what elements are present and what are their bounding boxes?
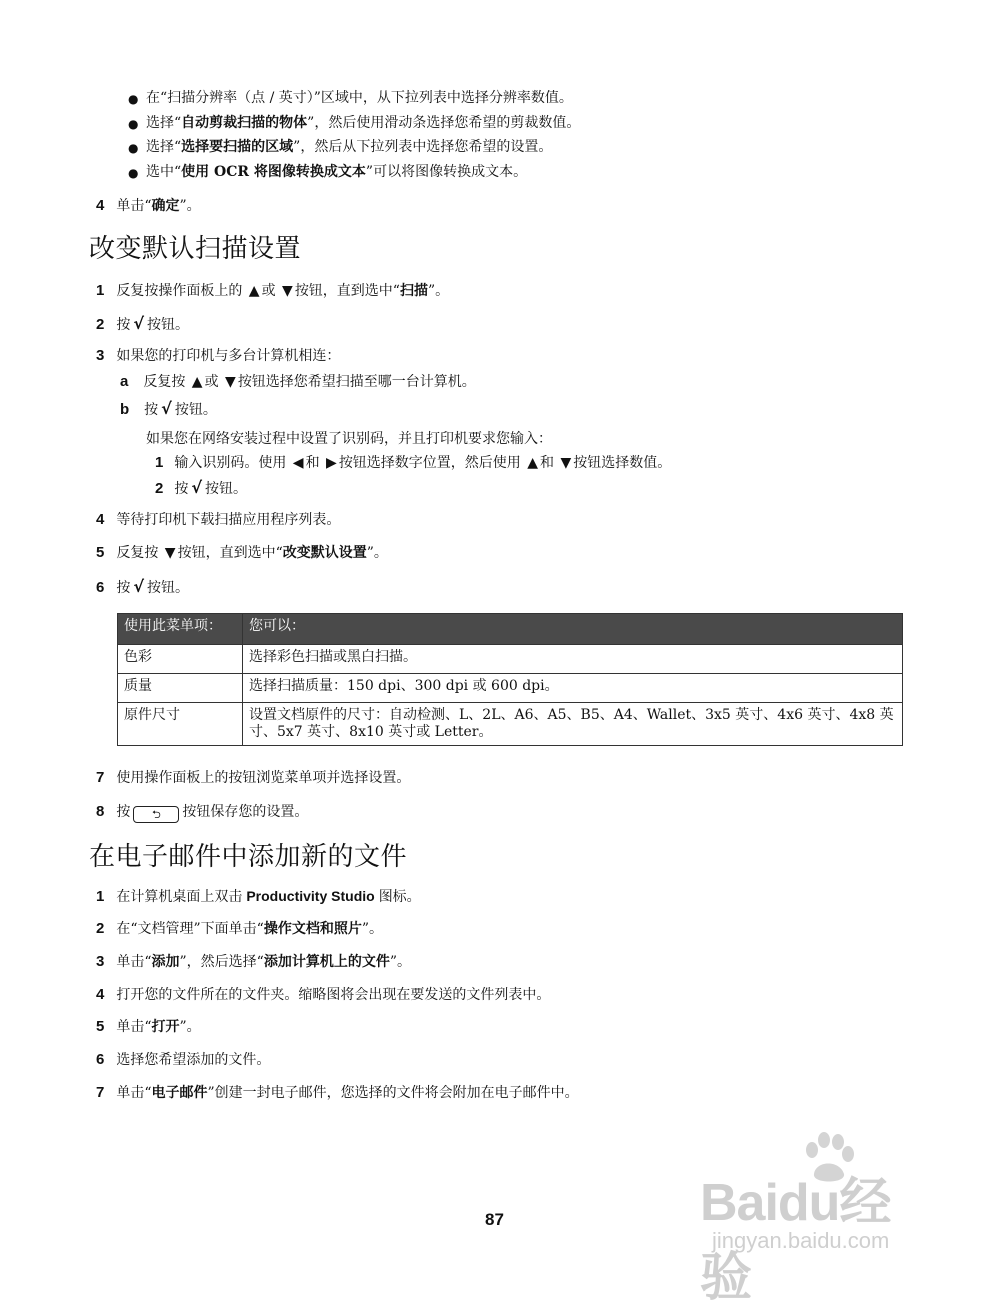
step-4	[96, 510, 340, 530]
bullet-bold: 选择要扫描的区域	[181, 139, 294, 155]
step-3	[96, 346, 340, 366]
bullet-bold: 使用 OCR 将图像转换成文本	[181, 164, 366, 180]
step-bold: 操作文档和照片	[263, 921, 362, 937]
step-bold: 确定	[151, 198, 180, 214]
step-text: 单击“	[116, 954, 152, 970]
bullet-item-ocr	[146, 162, 527, 182]
table-header-row	[118, 614, 903, 645]
step-7	[96, 1083, 579, 1103]
step-text: ”。	[366, 545, 388, 561]
table-cell: 原件尺寸	[118, 703, 243, 746]
step-3-note: 如果您在网络安装过程中设置了识别码，并且打印机要求您输入：	[146, 431, 552, 447]
up-arrow-icon: ▲	[248, 283, 260, 299]
step-text: 反复按	[116, 545, 159, 561]
step-text: 等待打印机下载扫描应用程序列表。	[116, 512, 341, 528]
bullet-text: ”可以将图像转换成文本。	[365, 164, 528, 180]
step-number: 7	[96, 1084, 105, 1101]
left-arrow-icon: ◀	[292, 455, 304, 471]
table-row	[118, 703, 903, 746]
step-8	[96, 802, 308, 822]
step-6	[96, 1050, 270, 1070]
bullet-item-area	[146, 137, 552, 157]
step-number: 4	[96, 197, 105, 214]
step-number: 2	[155, 480, 164, 497]
step-5	[96, 1017, 201, 1037]
step-number: 1	[96, 888, 105, 905]
table-header-cell: 使用此菜单项：	[118, 614, 243, 645]
step-text: 在计算机桌面上双击	[116, 889, 243, 905]
step-text: 或	[204, 374, 219, 390]
step-text: 按钮。	[147, 317, 190, 333]
table-header-cell: 您可以：	[243, 614, 903, 645]
step-number: 3	[96, 953, 105, 970]
step-3	[96, 952, 411, 972]
step-text: 按钮。	[205, 481, 248, 497]
step-3-sub1	[155, 453, 671, 473]
bullet-item-autocrop	[146, 113, 580, 133]
table-cell: 选择彩色扫描或黑白扫描。	[243, 645, 903, 674]
step-text: 反复按操作面板上的	[116, 283, 243, 299]
step-bold: 扫描	[399, 283, 428, 299]
table-cell: 色彩	[118, 645, 243, 674]
substep-letter: b	[120, 401, 130, 418]
step-text: ”。	[179, 198, 201, 214]
step-text: 单击“	[116, 1085, 152, 1101]
step-text: 按钮，直到选中“	[294, 283, 400, 299]
bullet-bold: 自动剪裁扫描的物体	[181, 115, 308, 131]
step-text: 输入识别码。使用	[174, 455, 287, 471]
step-number: 7	[96, 769, 105, 786]
step-text: 使用操作面板上的按钮浏览菜单项并选择设置。	[116, 770, 411, 786]
step-text: 或	[261, 283, 276, 299]
bullet-dot: ●	[128, 92, 139, 106]
step-number: 3	[96, 347, 105, 364]
step-text: 按钮选择您希望扫描至哪一台计算机。	[237, 374, 476, 390]
step-text: 图标。	[378, 889, 421, 905]
step-text: ”。	[179, 1019, 201, 1035]
step-6	[96, 577, 189, 597]
step-number: 2	[96, 920, 105, 937]
step-text: 在“文档管理”下面单击“	[116, 921, 264, 937]
step-bold: 电子邮件	[151, 1085, 208, 1101]
step-text: 按	[116, 804, 131, 820]
step-text: 按钮。	[147, 580, 190, 596]
step-text: 按	[174, 481, 189, 497]
back-button-icon: ⮌	[133, 806, 179, 823]
bullet-dot: ●	[128, 141, 139, 155]
step-text: 和	[540, 455, 555, 471]
table-cell: 设置文档原件的尺寸：自动检测、L、2L、A6、A5、B5、A4、Wallet、3x5 英寸、4x6 英寸、4x8 英寸、5x7 英寸、8x10 英寸或 Letter。	[243, 703, 903, 746]
step-number: 5	[96, 1018, 105, 1035]
step-text: 单击“	[116, 198, 152, 214]
step-number: 1	[155, 454, 164, 471]
table-cell: 选择扫描质量：150 dpi、300 dpi 或 600 dpi。	[243, 674, 903, 703]
down-arrow-icon: ▼	[560, 455, 572, 471]
step-1	[96, 281, 449, 301]
step-3b	[120, 399, 217, 419]
step-text: 单击“	[116, 1019, 152, 1035]
step-bold: 改变默认设置	[282, 545, 367, 561]
table-row	[118, 674, 903, 703]
step-text: 和	[305, 455, 320, 471]
step-2	[96, 919, 383, 939]
step-text: 反复按	[143, 374, 186, 390]
step-text: 如果您的打印机与多台计算机相连：	[116, 348, 341, 364]
step-text: 按	[116, 580, 131, 596]
bullet-text: 在“扫描分辨率（点 / 英寸）”区域中，从下拉列表中选择分辨率数值。	[146, 90, 573, 106]
step-2	[96, 314, 189, 334]
step-text: 按钮选择数字位置，然后使用	[338, 455, 521, 471]
down-arrow-icon: ▼	[164, 545, 176, 561]
step-bold: 添加计算机上的文件	[263, 954, 390, 970]
step-text: 按钮，直到选中“	[177, 545, 283, 561]
step-text: 按	[116, 317, 131, 333]
step-text: 按钮保存您的设置。	[182, 804, 309, 820]
down-arrow-icon: ▼	[282, 283, 293, 299]
checkmark-icon: √	[133, 577, 145, 596]
watermark-url: jingyan.baidu.com	[712, 1228, 890, 1253]
section-title-default-scan: 改变默认扫描设置	[89, 234, 302, 264]
step-text: ”，然后选择“	[179, 954, 264, 970]
bullet-dot: ●	[128, 117, 139, 131]
checkmark-icon: √	[191, 478, 203, 497]
substep-letter: a	[120, 373, 129, 390]
table-cell: 质量	[118, 674, 243, 703]
step-text: ”。	[361, 921, 383, 937]
step-4	[96, 985, 550, 1005]
up-arrow-icon: ▲	[527, 455, 539, 471]
step-number: 5	[96, 544, 105, 561]
step-1	[96, 886, 421, 906]
checkmark-icon: √	[133, 314, 145, 333]
up-arrow-icon: ▲	[191, 374, 203, 390]
step-bold: 添加	[151, 954, 180, 970]
section-title-add-file-email: 在电子邮件中添加新的文件	[89, 842, 408, 872]
step-number: 6	[96, 579, 105, 596]
baidu-watermark	[700, 1130, 940, 1307]
bullet-text: ”，然后从下拉列表中选择您希望的设置。	[293, 139, 553, 155]
step-number: 8	[96, 803, 105, 820]
step-text: ”。	[427, 283, 450, 299]
step-ok	[96, 196, 201, 216]
step-text: 按	[144, 402, 159, 418]
bullet-text: ”，然后使用滑动条选择您希望的剪裁数值。	[307, 115, 581, 131]
table-row	[118, 645, 903, 674]
step-number: 1	[96, 282, 105, 299]
step-text: ”。	[389, 954, 412, 970]
step-number: 4	[96, 986, 105, 1003]
step-text: 打开您的文件所在的文件夹。缩略图将会出现在要发送的文件列表中。	[116, 987, 551, 1003]
bullet-item-resolution	[146, 88, 573, 108]
bullet-dot: ●	[128, 166, 139, 180]
step-text: ”创建一封电子邮件，您选择的文件将会附加在电子邮件中。	[207, 1085, 579, 1101]
step-number: 4	[96, 511, 105, 528]
step-3-sub2	[155, 478, 247, 498]
down-arrow-icon: ▼	[225, 374, 236, 390]
step-text: 选择您希望添加的文件。	[116, 1052, 271, 1068]
bullet-text: 选择“	[146, 115, 182, 131]
right-arrow-icon: ▶	[326, 455, 337, 471]
step-number: 2	[96, 316, 105, 333]
step-7	[96, 768, 410, 788]
bullet-text: 选中“	[146, 164, 182, 180]
checkmark-icon: √	[161, 399, 172, 418]
watermark-logo-text: Baidu经验	[700, 1174, 891, 1307]
step-number: 6	[96, 1051, 105, 1068]
step-bold: 打开	[151, 1019, 180, 1035]
step-3a	[120, 372, 476, 392]
step-bold: Productivity Studio	[246, 888, 375, 904]
step-text: 按钮选择数值。	[573, 455, 672, 471]
bullet-text: 选择“	[146, 139, 182, 155]
page-number: 87	[485, 1210, 504, 1229]
menu-options-table	[117, 613, 903, 746]
step-5	[96, 543, 388, 563]
step-text: 按钮。	[174, 402, 217, 418]
